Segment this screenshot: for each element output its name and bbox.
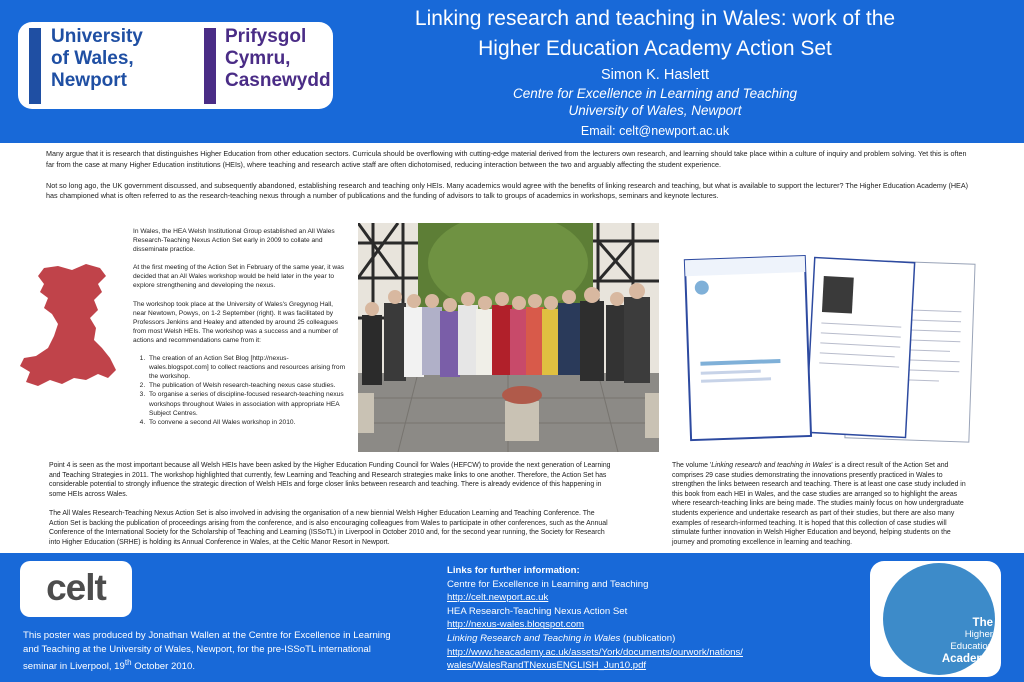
action-set-paragraph-3: The workshop took place at the University of Wales's Gregynog Hall, near Newtown, Powys, on 1-2 September (right). It was facilitated by Professors Jenkins and Healey and attended by around 25 colleagues from most Welsh HEIs. The workshop was a success and a number of actions and recommendations came from it:: [133, 300, 338, 344]
list-item: 4. To convene a second All Wales workshop in 2010.: [147, 418, 347, 427]
link-publication-url[interactable]: http://www.heacademy.ac.uk/assets/York/documents/ourwork/nations/ wales/WalesRandTNexusENGLISH_Jun10.pdf: [447, 646, 743, 672]
volume-title: Linking research and teaching in Wales: [711, 462, 832, 469]
celt-logo-text: celt: [46, 567, 106, 608]
strategy-paragraph-2: The All Wales Research-Teaching Nexus Action Set is also involved in advising the organisation of a new biennial Welsh Higher Education Learning and Teaching Conference. The Action Set is backing the publication of proceedings arising from the conference, and is also encouraging colleagues from Wales to participate in other conferences, such as the Annual Conference of the International Society for the Scholarship of Teaching and Learning (ISSoTL) in Liverpool in October 2010 and, for the second year running, the Society for Research into Higher Education (SRHE) is holding its Annual Conference in Wales, at the Celtic Manor Resort in Newport.: [49, 509, 608, 546]
list-item: 1. The creation of an Action Set Blog [http://nexus-wales.blogspot.com] to collect reactions and resources arising from the workshop.: [147, 354, 347, 381]
volume-text-start: The volume ': [672, 462, 712, 469]
link-label-nexus: HEA Research-Teaching Nexus Action Set: [447, 605, 628, 617]
header-banner: [0, 0, 1024, 143]
strategy-paragraph-1: Point 4 is seen as the most important because all Welsh HEIs have been asked by the Higher Education Funding Council for Wales (HEFCW) to provide the next generation of Learning and Teaching Strategies in 2011. The workshop highlighted that currently, few Learning and Teaching and Research strategies make links to one another. Therefore, the Action Set has considerable potential to strongly influence the strategic direction of Welsh HEIs and forge closer links between research and teaching. There is already evidence of this happening in some HEIs across Wales.: [49, 462, 611, 498]
poster-title-line-2: Higher Education Academy Action Set: [478, 37, 832, 60]
poster-title-line-1: Linking research and teaching in Wales: work of the: [414, 7, 896, 30]
wales-map-icon: [14, 262, 126, 398]
celt-logo: [20, 561, 132, 617]
strategy-section: [49, 461, 615, 547]
case-studies-booklets-image: [680, 250, 980, 450]
logo-bar-blue: [29, 28, 41, 104]
link-celt-url[interactable]: http://celt.newport.ac.uk: [447, 592, 549, 604]
footer-banner: [0, 553, 1024, 682]
intro-paragraph-2: Not so long ago, the UK government discussed, and subsequently abandoned, establishing research and teaching only HEIs. Many academics would agree with the benefits of linking research and teaching, but what is available to support the lecturer? The Higher Education Academy (HEA) has championed what is often referred to as the research-teaching nexus through a number of publications and the funding of advisors to talk to groups of academics in workshops, seminars and keynote lectures.: [46, 180, 969, 201]
link-label-celt: Centre for Excellence in Learning and Teaching: [447, 578, 649, 590]
link-nexus-url[interactable]: http://nexus-wales.blogspot.com: [447, 619, 585, 631]
affiliation-centre: Centre for Excellence in Learning and Teaching: [513, 86, 797, 101]
affiliation-university: University of Wales, Newport: [568, 103, 742, 118]
intro-paragraph-1: Many argue that it is research that distinguishes Higher Education from other education sectors. Curricula should be overflowing with cutting-edge material derived from the lecturers own research, and learning should take place within a culture of inquiry and problem solving. Yet this is often far from the case at many Higher Education institutions (HEIs), where teaching and research active staff are often dichotomised, reducing interaction between the two and arguably affecting the student experience.: [46, 149, 967, 169]
university-logo: [18, 22, 333, 109]
author-name: Simon K. Haslett: [601, 67, 709, 83]
action-set-column: [133, 227, 347, 427]
links-heading: Links for further information:: [447, 565, 580, 576]
further-info-links: [447, 564, 867, 673]
list-item: 3. To organise a series of discipline-focused research-teaching nexus workshops throughout Wales in association with appropriate HEA Subject Centres.: [147, 390, 347, 417]
volume-text-rest: ' is a direct result of the Action Set and comprises 29 case studies demonstrating the innovations presently practiced in Wales to strengthen the links between research and teaching. There is at least one case study included in this book from each HEI in Wales, and the case studies are arranged so to highlight the areas where research-teaching links are being made. The studies mainly focus on how undergraduate students experience and undertake research as part of their studies, but there are also many examples of research-informed teaching. It is hoped that this collection of case studies will stimulate further innovation in Welsh Higher Education and beyond, helping students on the journey and promoting excellence in learning and teaching.: [672, 462, 966, 546]
workshop-group-photo: [358, 223, 659, 452]
contact-email[interactable]: Email: celt@newport.ac.uk: [580, 124, 730, 138]
actions-list: [133, 354, 347, 427]
list-item: 2. The publication of Welsh research-teaching nexus case studies.: [147, 381, 347, 390]
poster-credit: This poster was produced by Jonathan Wallen at the Centre for Excellence in Learning and Teaching at the University of Wales, Newport, for the pre-ISSoTL international seminar in Liverpool, 19th October 2010.: [23, 630, 391, 673]
action-set-paragraph-2: At the first meeting of the Action Set in February of the same year, it was decided that an All Wales workshop would be held later in the year to explore strengthening and developing the nexus.: [133, 264, 345, 290]
action-set-paragraph-1: In Wales, the HEA Welsh Institutional Group established an All Wales Research-Teaching Nexus Action Set early in 2009 to collate and disseminate practice.: [133, 228, 335, 254]
link-label-publication: Linking Research and Teaching in Wales (publication): [447, 632, 676, 644]
logo-english-text: University of Wales, Newport: [51, 26, 143, 91]
volume-description: [672, 461, 974, 547]
hea-logo: [870, 561, 1001, 677]
hea-logo-text: The Higher Education Academy: [941, 617, 993, 665]
poster-title-block: [345, 4, 965, 140]
logo-welsh-text: Prifysgol Cymru, Casnewydd: [225, 26, 331, 91]
logo-bar-purple: [204, 28, 216, 104]
intro-section: [46, 149, 976, 202]
